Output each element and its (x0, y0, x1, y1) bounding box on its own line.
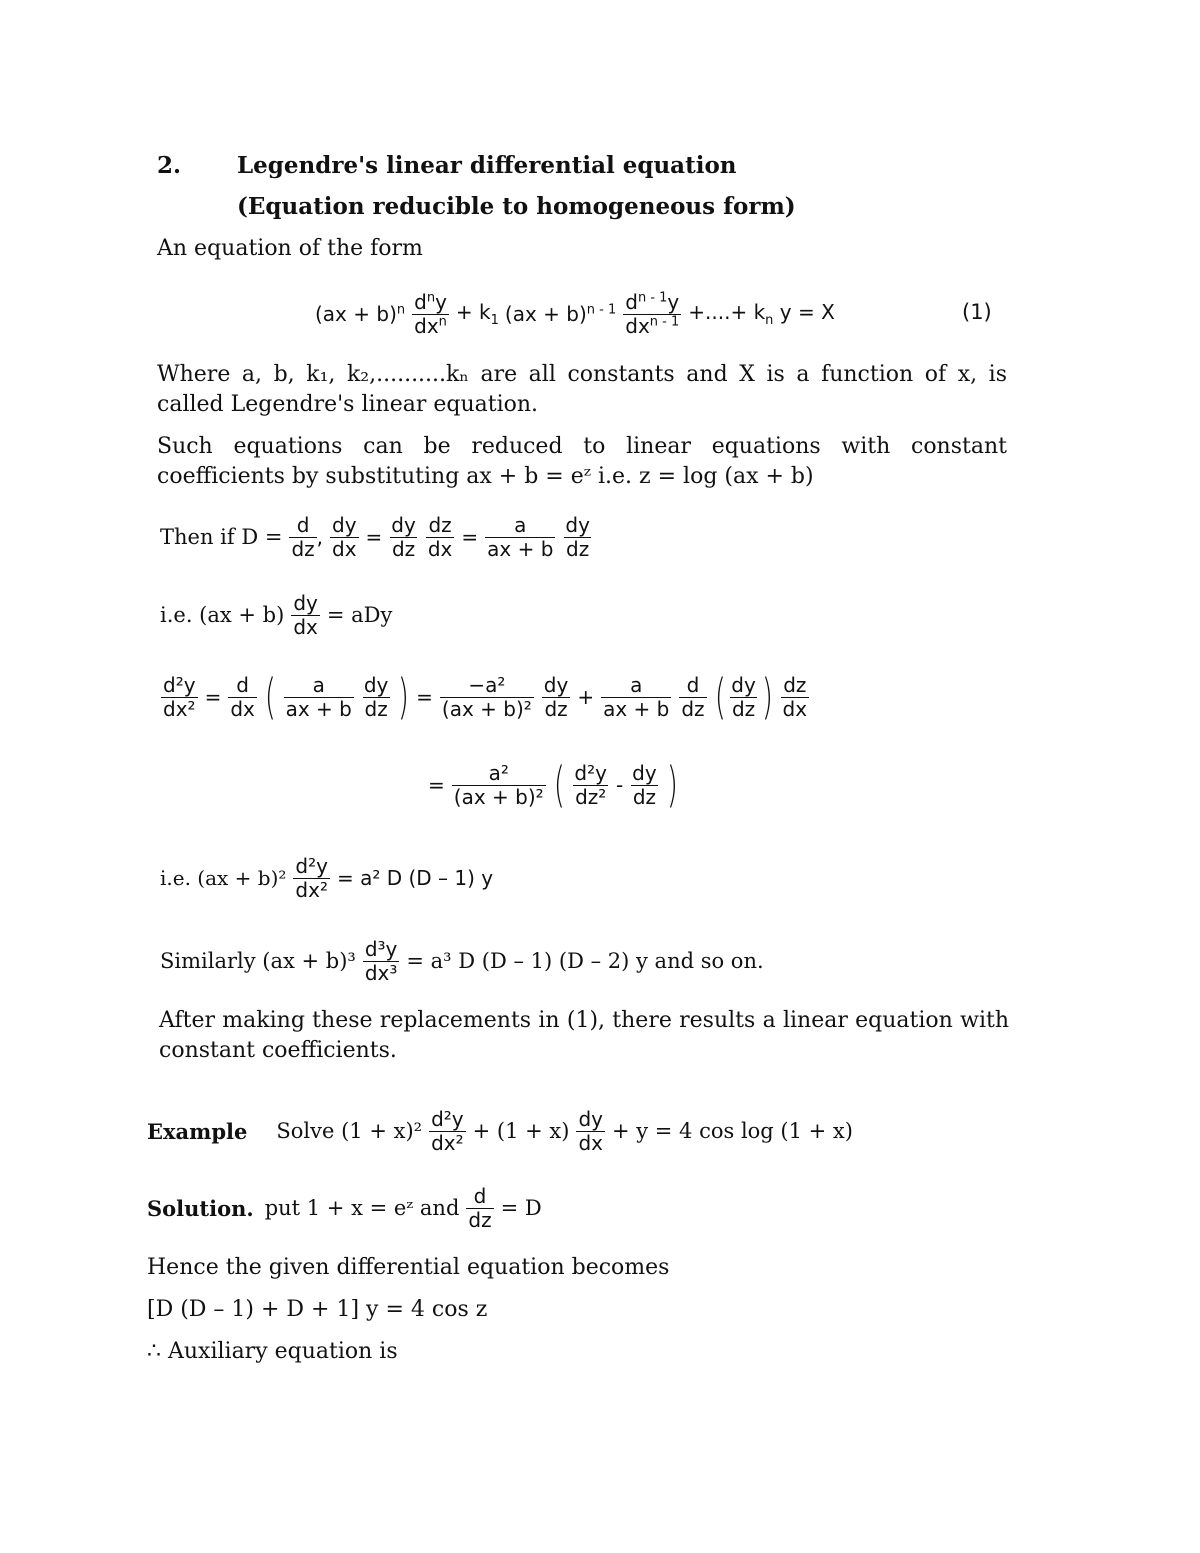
section-number: 2. (157, 152, 182, 179)
eq1-fraction-2: $\frac{d^{n - 1}y}{dx^{n - 1}}$ (625, 289, 680, 338)
eq1-fraction-1: $\frac{d^ny}{dx^n}$ (414, 289, 447, 338)
intro-text: An equation of the form (157, 236, 423, 261)
auxiliary-text: ∴ Auxiliary equation is (147, 1339, 398, 1364)
paragraph-constants: Where a, b, k₁, k₂,..........kₙ are all constants and X is a function of x, is called Legendre's linear equation. (157, 362, 1007, 417)
section-subtitle: (Equation reducible to homogeneous form) (237, 193, 796, 220)
solution-label: Solution. (147, 1195, 254, 1221)
example-label: Example (147, 1118, 248, 1144)
first-derivative-relation: i.e. (ax + b) $\frac{dy}{dx}$ = aDy (160, 590, 393, 639)
paragraph-substitution: Such equations can be reduced to linear equations with constant coefficients by substituting ax + b = eᶻ i.e. z = log (ax + b) (157, 434, 1007, 489)
eq1-tail: +....+ $k_n$ y = X (688, 300, 835, 328)
second-derivative-expansion: $\frac{\text{d²y}}{\text{dx²}}$ = $\frac{d}{dx}$ ( $\frac{a}{ax + b}$ $\frac{dy}{dz}$ ) = $\frac{\text{−a²}}{\text{(ax + b)²}}$ $\frac{dy}{dz}$ + $\frac{a}{ax + b}$ $\frac{d}{dz}$ ( $\frac{dy}{dz}$ ) $\frac{dz}{dx}$ (163, 669, 808, 725)
operator-definition: Then if D = $\frac{d}{dz}$ , $\frac{dy}{dx}$ = $\frac{dy}{dz}$ $\frac{dz}{dx}$ = $\frac{a}{ax + b}$ $\frac{dy}{dz}$ (160, 512, 590, 561)
solution-substitution: Solution. put 1 + x = eᶻ and $\frac{d}{dz}$ = D (147, 1183, 542, 1232)
eq1-term-b: (ax + b)$^{n - 1}$ (504, 302, 617, 326)
section-title: Legendre's linear differential equation (237, 152, 737, 179)
eq1-k1: + $k_1$ (455, 300, 499, 328)
hence-text: Hence the given differential equation becomes (147, 1255, 670, 1280)
third-derivative-relation: Similarly (ax + b)³ $\frac{\text{d³y}}{\text{dx³}}$ = a³ D (D – 1) (D – 2) y and so on. (160, 936, 764, 985)
eq1-term-a: (ax + b)$^n$ (315, 302, 406, 326)
second-derivative-simplified: = $\frac{\text{a²}}{\text{(ax + b)²}}$ ( $\frac{\text{d²y}}{\text{dz²}}$ - $\frac{dy}{dz}$ ) (428, 757, 678, 813)
reduced-equation: [D (D – 1) + D + 1] y = 4 cos z (147, 1297, 488, 1322)
second-derivative-relation: i.e. (ax + b)² $\frac{\text{d²y}}{\text{dx²}}$ = a² D (D – 1) y (160, 853, 494, 902)
example-problem: Example Solve (1 + x)² $\frac{\text{d²y}}{\text{dx²}}$ + (1 + x) $\frac{dy}{dx}$ + y = 4 cos log (1 + x) (147, 1106, 853, 1155)
legendre-equation (312, 282, 838, 346)
equation-label: (1) (962, 300, 992, 324)
paragraph-result: After making these replacements in (1), there results a linear equation with constant coefficients. (159, 1008, 1009, 1063)
